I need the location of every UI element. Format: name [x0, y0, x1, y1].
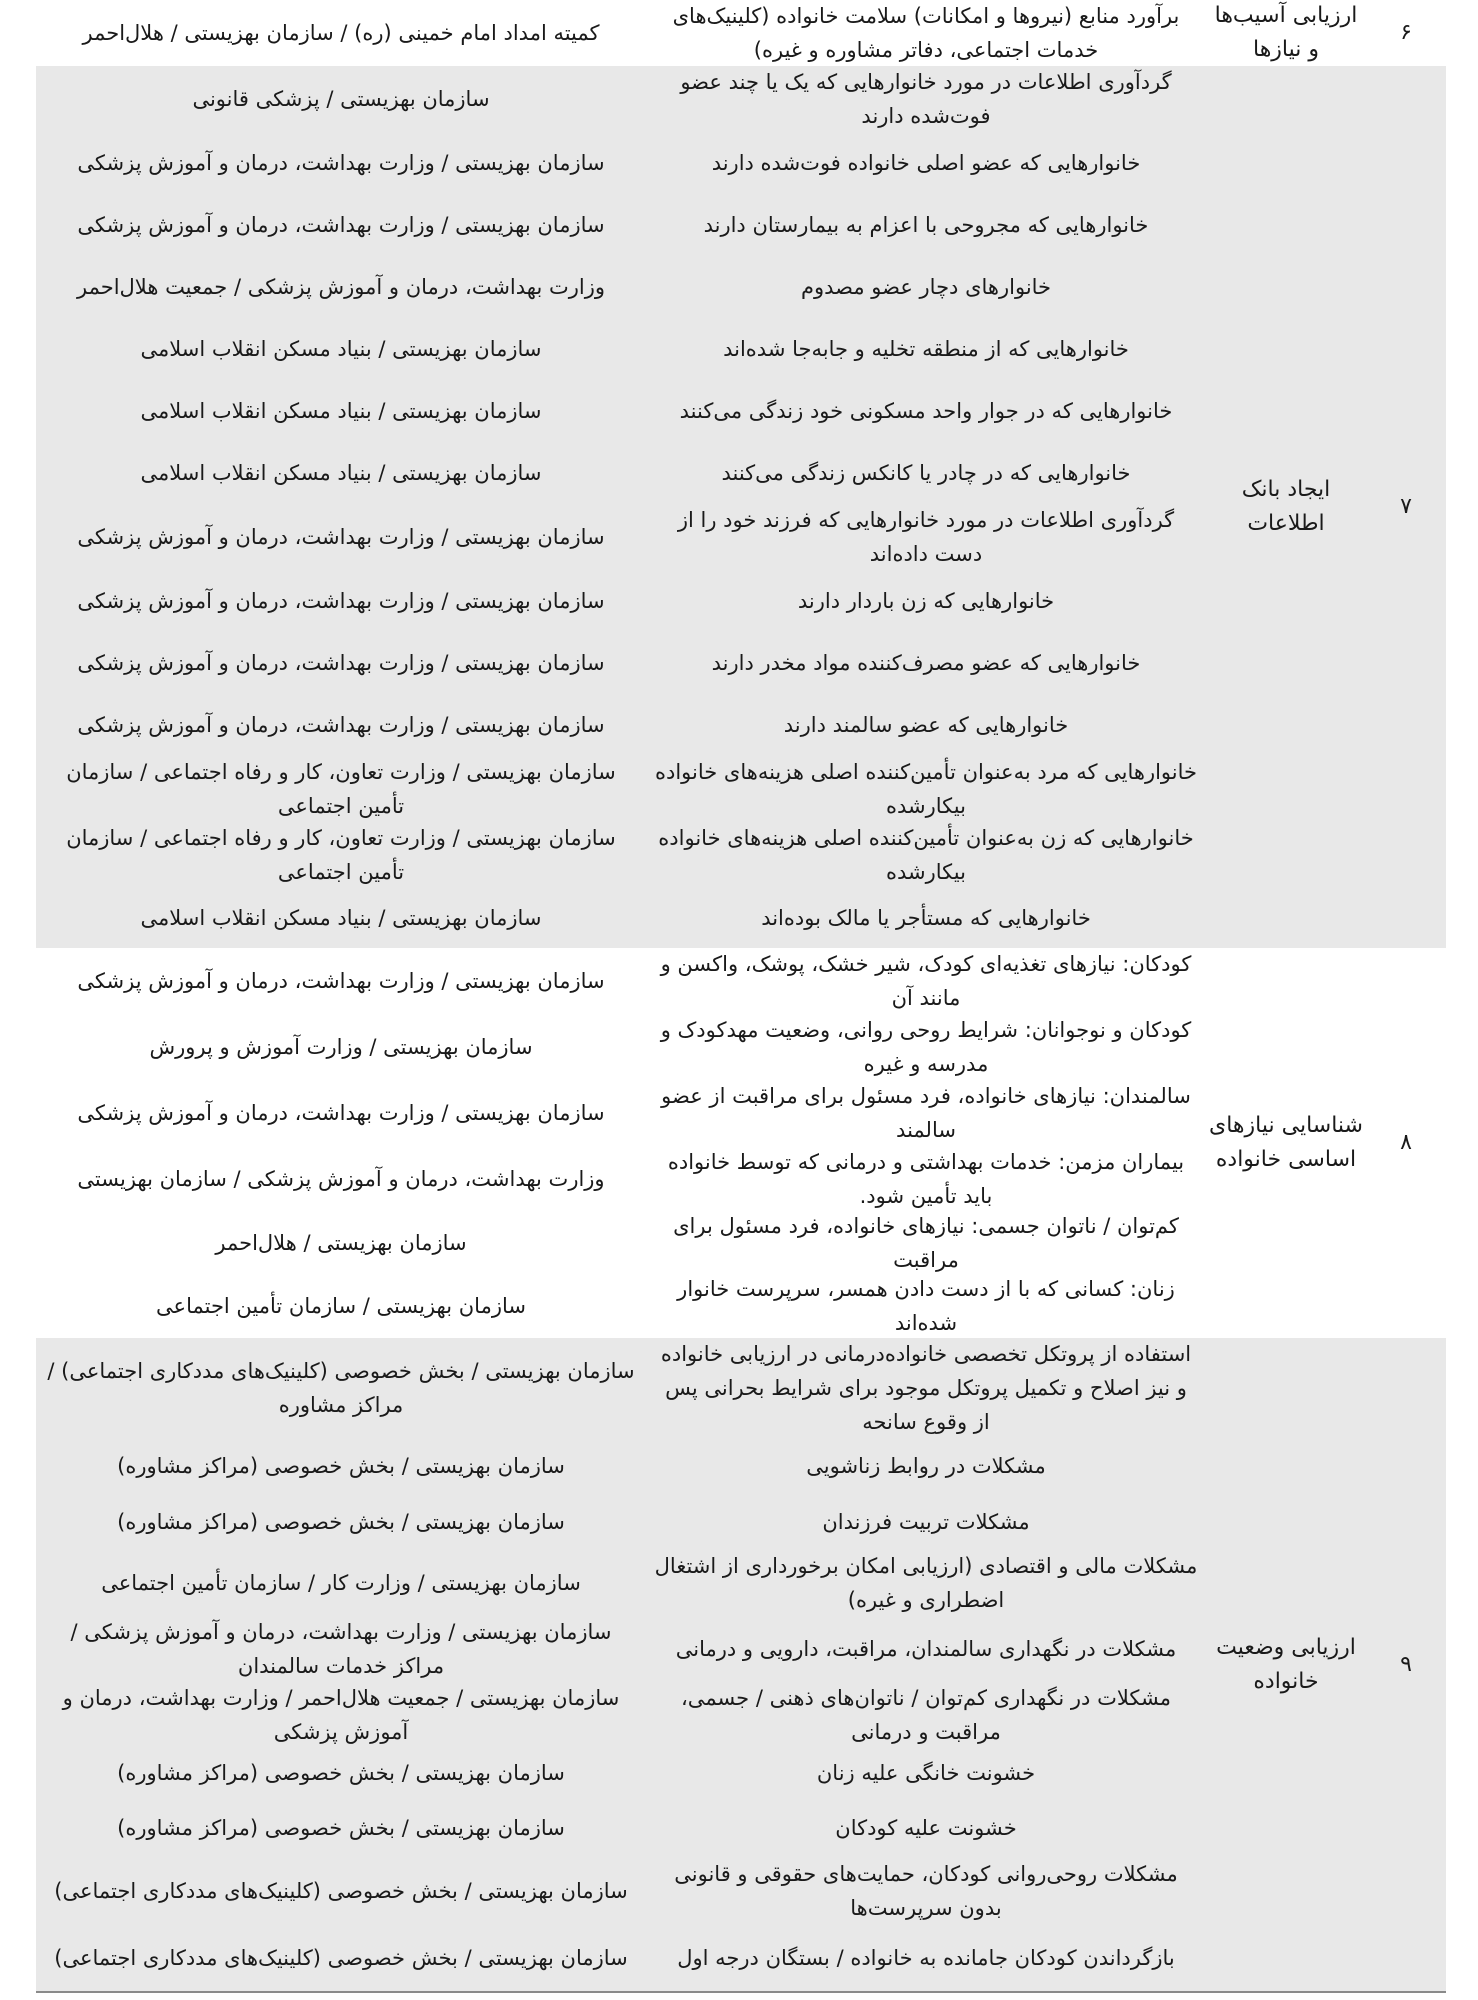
task-cell: خانوارهایی که زن به‌عنوان تأمین‌کننده اصلی هزینه‌های خانواده بیکارشده — [658, 826, 1194, 884]
organization-cell: سازمان بهزیستی / وزارت بهداشت، درمان و آموزش پزشکی — [77, 651, 605, 675]
task-cell: مشکلات در نگهداری سالمندان، مراقبت، دارویی و درمانی — [675, 1637, 1177, 1661]
stage-label: ارزیابی آسیب‌ها و نیازها — [1214, 3, 1358, 62]
task-cell: خانوارهایی که مجروحی با اعزام به بیمارستان دارند — [703, 213, 1149, 237]
stage-label: شناسایی نیازهای اساسی خانواده — [1209, 1113, 1363, 1172]
table-bottom-rule — [36, 1991, 1446, 1993]
row-number: ۷ — [1400, 494, 1412, 519]
task-cell: خشونت خانگی علیه زنان — [816, 1761, 1036, 1785]
organization-cell: سازمان بهزیستی / وزارت بهداشت، درمان و آموزش پزشکی — [77, 713, 605, 737]
task-cell: خانوارهایی که در چادر یا کانکس زندگی می‌کنند — [721, 461, 1131, 485]
organization-cell: سازمان بهزیستی / وزارت بهداشت، درمان و آموزش پزشکی — [77, 969, 605, 993]
stage-label: ارزیابی وضعیت خانواده — [1216, 1634, 1356, 1694]
table-row — [36, 1338, 1206, 1438]
task-cell: خانوارهایی که عضو سالمند دارند — [783, 713, 1069, 737]
organization-cell: سازمان بهزیستی / وزارت کار / سازمان تأمین اجتماعی — [101, 1571, 581, 1595]
organization-cell: سازمان بهزیستی / بخش خصوصی (مراکز مشاوره) — [117, 1510, 565, 1534]
task-cell: سالمندان: نیازهای خانواده، فرد مسئول برای مراقبت از عضو سالمند — [661, 1084, 1191, 1142]
organization-cell: سازمان بهزیستی / وزارت بهداشت، درمان و آموزش پزشکی — [77, 213, 605, 237]
row-number: ۶ — [1400, 20, 1412, 45]
organization-cell: سازمان بهزیستی / وزارت بهداشت، درمان و آموزش پزشکی — [77, 1101, 605, 1125]
table-row — [36, 888, 1206, 948]
task-cell: مشکلات در نگهداری کم‌توان / ناتوان‌های ذهنی / جسمی، مراقبت و درمانی — [681, 1686, 1171, 1744]
table-row — [36, 1550, 1206, 1616]
task-cell: خانوارهای دچار عضو مصدوم — [800, 275, 1052, 299]
organization-cell: سازمان بهزیستی / وزارت بهداشت، درمان و آموزش پزشکی / مراکز خدمات سالمندان — [70, 1620, 612, 1678]
table-row — [36, 1080, 1206, 1146]
table-row — [36, 1924, 1206, 1991]
document-table — [36, 0, 1446, 1994]
table-row — [36, 1274, 1206, 1338]
organization-cell: سازمان بهزیستی / سازمان تأمین اجتماعی — [156, 1294, 526, 1318]
row-number: ۸ — [1400, 1130, 1412, 1155]
table-row — [36, 1212, 1206, 1274]
table-section-9 — [36, 1338, 1446, 1991]
table-row — [36, 1146, 1206, 1212]
task-cell: خانوارهایی که از منطقه تخلیه و جابه‌جا شده‌اند — [723, 337, 1129, 361]
table-row — [36, 504, 1206, 570]
task-cell: برآورد منابع (نیروها و امکانات) سلامت خانواده (کلینیک‌های خدمات اجتماعی، دفاتر مشاوره و غیره) — [672, 4, 1180, 62]
task-cell: خانوارهایی که در جوار واحد مسکونی خود زندگی می‌کنند — [679, 399, 1173, 423]
row-number: ۹ — [1400, 1651, 1412, 1677]
task-cell: مشکلات در روابط زناشویی — [806, 1454, 1046, 1478]
table-row — [36, 1798, 1206, 1858]
task-cell: خانوارهایی که عضو اصلی خانواده فوت‌شده دارند — [711, 151, 1141, 175]
organization-cell: سازمان بهزیستی / وزارت تعاون، کار و رفاه اجتماعی / سازمان تأمین اجتماعی — [66, 826, 616, 884]
task-cell: مشکلات تربیت فرزندان — [822, 1510, 1030, 1534]
organization-cell: سازمان بهزیستی / بخش خصوصی (کلینیک‌های مددکاری اجتماعی) — [54, 1945, 628, 1970]
task-cell: گردآوری اطلاعات در مورد خانوارهایی که فرزند خود را از دست داده‌اند — [677, 508, 1175, 566]
table-row — [36, 756, 1206, 822]
organization-cell: سازمان بهزیستی / بنیاد مسکن انقلاب اسلامی — [140, 461, 542, 485]
task-cell: خانوارهایی که مرد به‌عنوان تأمین‌کننده اصلی هزینه‌های خانواده بیکارشده — [654, 760, 1198, 818]
task-cell: گردآوری اطلاعات در مورد خانوارهایی که یک یا چند عضو فوت‌شده دارند — [680, 70, 1172, 128]
organization-cell: کمیته امداد امام خمینی (ره) / سازمان بهزیستی / هلال‌احمر — [82, 21, 600, 45]
table-row — [36, 570, 1206, 632]
task-cell: کودکان: نیازهای تغذیه‌ای کودک، شیر خشک، پوشک، واکسن و مانند آن — [660, 952, 1192, 1010]
organization-cell: وزارت بهداشت، درمان و آموزش پزشکی / جمعیت هلال‌احمر — [76, 275, 606, 299]
table-section-6 — [36, 0, 1446, 66]
task-cell: کودکان و نوجوانان: شرایط روحی روانی، وضعیت مهدکودک و مدرسه و غیره — [660, 1018, 1192, 1076]
table-row — [36, 442, 1206, 504]
task-cell: بیماران مزمن: خدمات بهداشتی و درمانی که توسط خانواده باید تأمین شود. — [667, 1150, 1185, 1208]
stage-label: ایجاد بانک اطلاعات — [1241, 477, 1331, 536]
table-section-7 — [36, 66, 1446, 948]
table-row — [36, 318, 1206, 380]
task-cell: خانوارهایی که مستأجر یا مالک بوده‌اند — [761, 906, 1091, 930]
table-row — [36, 194, 1206, 256]
organization-cell: سازمان بهزیستی / بخش خصوصی (کلینیک‌های مددکاری اجتماعی) — [54, 1879, 628, 1903]
organization-cell: سازمان بهزیستی / بخش خصوصی (مراکز مشاوره) — [117, 1816, 565, 1840]
organization-cell: سازمان بهزیستی / وزارت بهداشت، درمان و آموزش پزشکی — [77, 589, 605, 613]
organization-cell: سازمان بهزیستی / وزارت تعاون، کار و رفاه اجتماعی / سازمان تأمین اجتماعی — [66, 760, 616, 818]
task-cell: بازگرداندن کودکان جامانده به خانواده / بستگان درجه اول — [677, 1945, 1175, 1970]
organization-cell: سازمان بهزیستی / هلال‌احمر — [215, 1231, 467, 1255]
task-cell: استفاده از پروتکل تخصصی خانواده‌درمانی در ارزیابی خانواده و نیز اصلاح و تکمیل پروتکل موجود برای شرایط بحرانی پس از وقوع سانحه — [660, 1342, 1192, 1434]
table-row — [36, 1014, 1206, 1080]
table-row — [36, 1616, 1206, 1682]
table-row — [36, 132, 1206, 194]
table-section-8 — [36, 948, 1446, 1338]
table-row — [36, 1748, 1206, 1798]
task-cell: خانوارهایی که زن باردار دارند — [797, 589, 1055, 613]
organization-cell: سازمان بهزیستی / بنیاد مسکن انقلاب اسلامی — [140, 399, 542, 423]
table-row — [36, 822, 1206, 888]
organization-cell: سازمان بهزیستی / بخش خصوصی (کلینیک‌های مددکاری اجتماعی) / مراکز مشاوره — [47, 1359, 635, 1417]
table-row — [36, 66, 1206, 132]
table-row — [36, 256, 1206, 318]
organization-cell: سازمان بهزیستی / وزارت بهداشت، درمان و آموزش پزشکی — [77, 151, 605, 175]
table-row — [36, 1858, 1206, 1924]
organization-cell: سازمان بهزیستی / وزارت آموزش و پرورش — [149, 1035, 533, 1059]
table-row — [36, 1438, 1206, 1494]
task-cell: مشکلات مالی و اقتصادی (ارزیابی امکان برخورداری از اشتغال اضطراری و غیره) — [654, 1554, 1198, 1612]
table-row — [36, 0, 1206, 66]
organization-cell: وزارت بهداشت، درمان و آموزش پزشکی / سازمان بهزیستی — [77, 1167, 605, 1191]
table-row — [36, 948, 1206, 1014]
table-row — [36, 632, 1206, 694]
organization-cell: سازمان بهزیستی / بنیاد مسکن انقلاب اسلامی — [140, 906, 542, 930]
task-cell: خانوارهایی که عضو مصرف‌کننده مواد مخدر دارند — [711, 651, 1141, 675]
task-cell: کم‌توان / ناتوان جسمی: نیازهای خانواده، فرد مسئول برای مراقبت — [673, 1214, 1179, 1272]
task-cell: زنان: کسانی که با از دست دادن همسر، سرپرست خانوار شده‌اند — [677, 1277, 1175, 1335]
organization-cell: سازمان بهزیستی / بنیاد مسکن انقلاب اسلامی — [140, 337, 542, 361]
table-row — [36, 380, 1206, 442]
organization-cell: سازمان بهزیستی / بخش خصوصی (مراکز مشاوره) — [117, 1761, 565, 1785]
table-row — [36, 694, 1206, 756]
task-cell: خشونت علیه کودکان — [835, 1816, 1017, 1840]
organization-cell: سازمان بهزیستی / بخش خصوصی (مراکز مشاوره) — [117, 1454, 565, 1478]
table-row — [36, 1682, 1206, 1748]
table-row — [36, 1494, 1206, 1550]
organization-cell: سازمان بهزیستی / وزارت بهداشت، درمان و آموزش پزشکی — [77, 525, 605, 549]
organization-cell: سازمان بهزیستی / جمعیت هلال‌احمر / وزارت بهداشت، درمان و آموزش پزشکی — [62, 1686, 620, 1744]
organization-cell: سازمان بهزیستی / پزشکی قانونی — [192, 87, 490, 111]
task-cell: مشکلات روحی‌روانی کودکان، حمایت‌های حقوقی و قانونی بدون سرپرست‌ها — [674, 1862, 1178, 1920]
